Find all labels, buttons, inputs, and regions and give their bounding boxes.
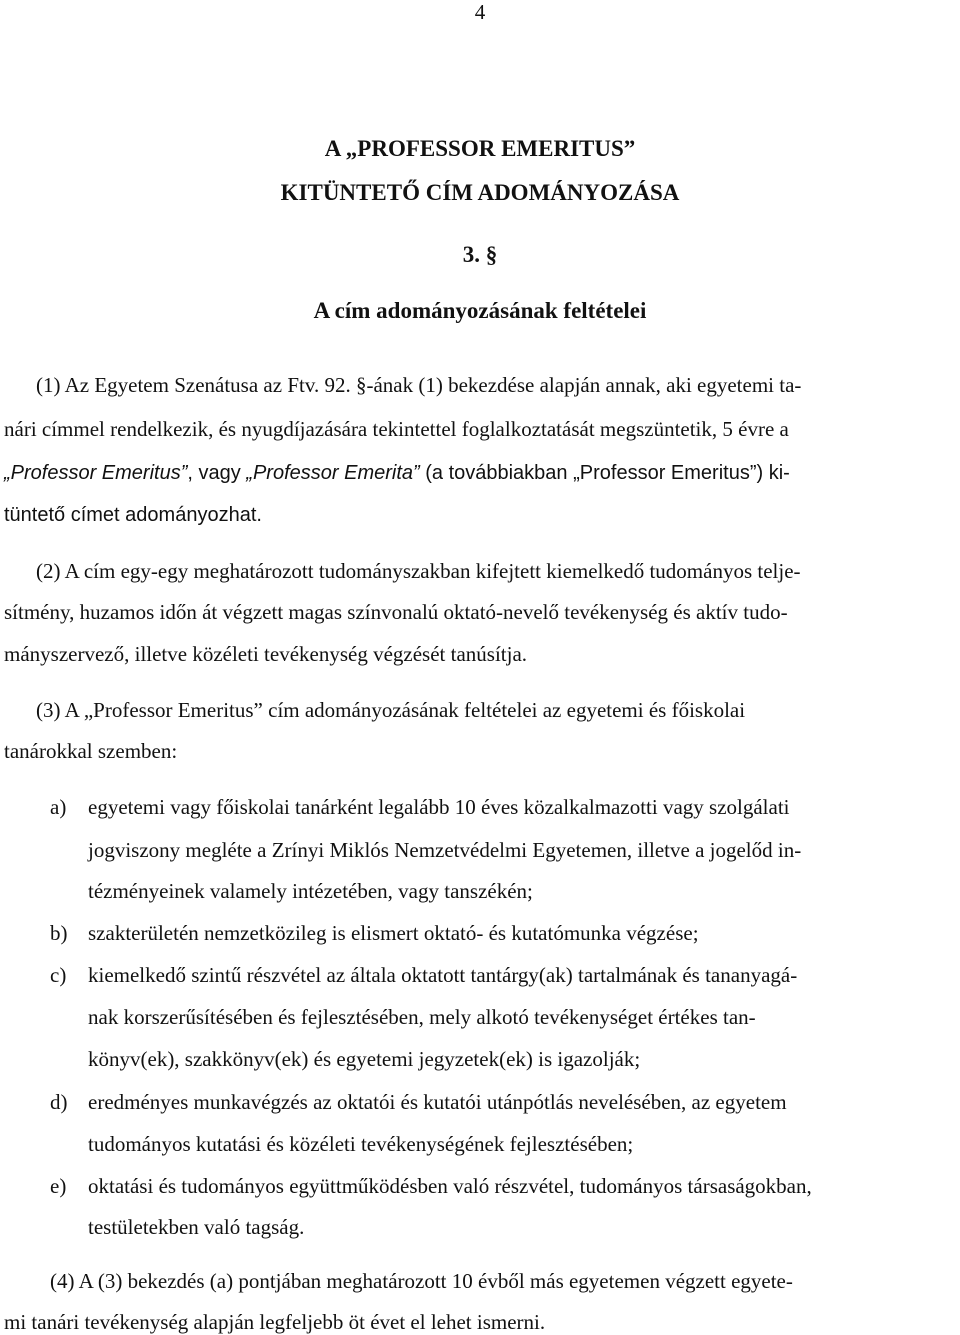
item-c-line-1: kiemelkedő szintű részvétel az általa oktatott tantárgy(ak) tartalmának és tananyagá- bbox=[88, 963, 798, 987]
item-c-line-3: könyv(ek), szakkönyv(ek) és egyetemi jegyzetek(ek) is igazolják; bbox=[88, 1047, 641, 1071]
title-line-1: A „PROFESSOR EMERITUS” bbox=[324, 136, 636, 161]
para2-line-1: (2) A cím egy-egy meghatározott tudományszakban kifejtett kiemelkedő tudományos telje- bbox=[36, 559, 801, 583]
text-segment: (a továbbiakban „Professor Emeritus”) ki- bbox=[419, 462, 790, 484]
item-c-label: c) bbox=[50, 963, 67, 987]
item-e-line-1: oktatási és tudományos együttműködésben való részvétel, tudományos társaságokban, bbox=[88, 1174, 812, 1198]
para3-line-1: (3) A „Professor Emeritus” cím adományozásának feltételei az egyetemi és főiskolai bbox=[36, 698, 746, 722]
item-a-line-2: jogviszony megléte a Zrínyi Miklós Nemzetvédelmi Egyetemen, illetve a jogelőd in- bbox=[88, 838, 802, 862]
para2-line-2: sítmény, huzamos időn át végzett magas színvonalú oktató-nevelő tevékenység és aktív tudo- bbox=[4, 600, 788, 624]
para1-line-1: (1) Az Egyetem Szenátusa az Ftv. 92. §-ának (1) bekezdése alapján annak, aki egyetemi ta- bbox=[36, 373, 802, 397]
para4-line-1: (4) A (3) bekezdés (a) pontjában meghatározott 10 évből más egyetemen végzett egyete- bbox=[50, 1269, 793, 1293]
title-line-2: KITÜNTETŐ CÍM ADOMÁNYOZÁSA bbox=[280, 180, 680, 205]
para1-line-3 bbox=[4, 459, 790, 486]
item-e-label: e) bbox=[50, 1174, 67, 1198]
para2-line-3: mányszervező, illetve közéleti tevékenység végzését tanúsítja. bbox=[4, 642, 528, 666]
item-b-label: b) bbox=[50, 921, 68, 945]
item-a-label: a) bbox=[50, 795, 67, 819]
item-b-line-1: szakterületén nemzetközileg is elismert oktató- és kutatómunka végzése; bbox=[88, 921, 699, 945]
item-a-line-3: tézményeinek valamely intézetében, vagy tanszékén; bbox=[88, 879, 533, 903]
para3-line-2: tanárokkal szemben: bbox=[4, 739, 178, 763]
section-number: 3. § bbox=[462, 242, 498, 267]
item-c-line-2: nak korszerűsítésében és fejlesztésében, mely alkotó tevékenységet értékes tan- bbox=[88, 1005, 756, 1029]
item-a-line-1: egyetemi vagy főiskolai tanárként legalább 10 éves közalkalmazotti vagy szolgálati bbox=[88, 795, 790, 819]
item-d-line-2: tudományos kutatási és közéleti tevékenységének fejlesztésében; bbox=[88, 1132, 634, 1156]
term-professor-emeritus: „Professor Emeritus” bbox=[4, 462, 188, 484]
term-professor-emerita: „Professor Emerita” bbox=[246, 462, 420, 484]
item-d-label: d) bbox=[50, 1090, 68, 1114]
item-e-line-2: testületekben való tagság. bbox=[88, 1215, 305, 1239]
page-number: 4 bbox=[474, 0, 486, 24]
para1-line-2: nári címmel rendelkezik, és nyugdíjazására tekintettel foglalkoztatását megszüntetik, 5 évre a bbox=[4, 417, 789, 441]
section-title: A cím adományozásának feltételei bbox=[313, 298, 647, 323]
para4-line-2: mi tanári tevékenység alapján legfeljebb öt évet el lehet ismerni. bbox=[4, 1310, 546, 1334]
text-segment: , vagy bbox=[187, 462, 247, 484]
item-d-line-1: eredményes munkavégzés az oktatói és kutatói utánpótlás nevelésében, az egyetem bbox=[88, 1090, 787, 1114]
para1-line-4: tüntető címet adományozhat. bbox=[4, 504, 262, 526]
